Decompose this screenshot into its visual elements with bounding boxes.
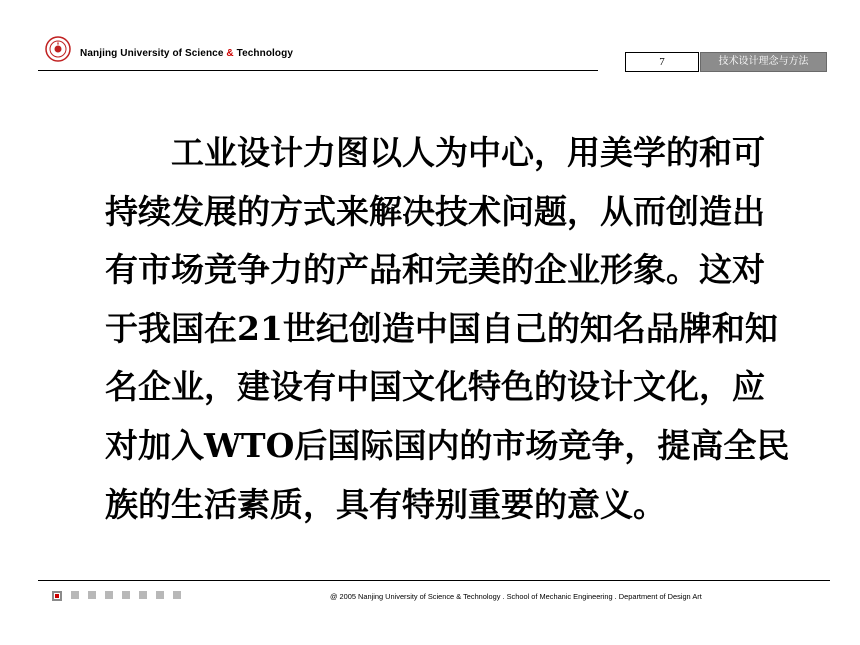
body-line: 工业设计力图以人为中心，用美学的和可 (171, 133, 765, 172)
body-line: 有市场竞争力的产品和完美的企业形象。这对 (105, 250, 765, 290)
body-line: 对加入WTO后国际国内的市场竞争，提高全民 (105, 425, 790, 465)
header-title-amp: & (226, 48, 234, 59)
footer-copyright: @ 2005 Nanjing University of Science & Technology . School of Mechanic Engineering . Department of Design Art (330, 592, 702, 601)
page-number: 7 (625, 52, 699, 72)
slide-nav-dots (52, 591, 181, 601)
university-seal-icon (45, 36, 71, 62)
header-title (80, 48, 293, 59)
nav-dot[interactable] (105, 591, 113, 599)
footer-divider (38, 580, 830, 581)
nav-dot[interactable] (156, 591, 164, 599)
slide-body-text (105, 124, 790, 534)
header-divider (38, 70, 598, 71)
nav-dot[interactable] (173, 591, 181, 599)
nav-dot[interactable] (139, 591, 147, 599)
header-title-part2: Technology (236, 48, 293, 59)
body-line: 名企业，建设有中国文化特色的设计文化，应 (105, 367, 765, 407)
nav-dot[interactable] (71, 591, 79, 599)
body-line: 于我国在21世纪创造中国自己的知名品牌和知 (105, 308, 778, 348)
topic-label: 技术设计理念与方法 (700, 52, 827, 72)
nav-dot[interactable] (88, 591, 96, 599)
nav-dot[interactable] (122, 591, 130, 599)
header-title-part1: Nanjing University of Science (80, 48, 224, 59)
nav-dot-active[interactable] (52, 591, 62, 601)
body-line: 持续发展的方式来解决技术问题，从而创造出 (105, 191, 765, 231)
body-line: 族的生活素质，具有特别重要的意义。 (105, 484, 666, 524)
